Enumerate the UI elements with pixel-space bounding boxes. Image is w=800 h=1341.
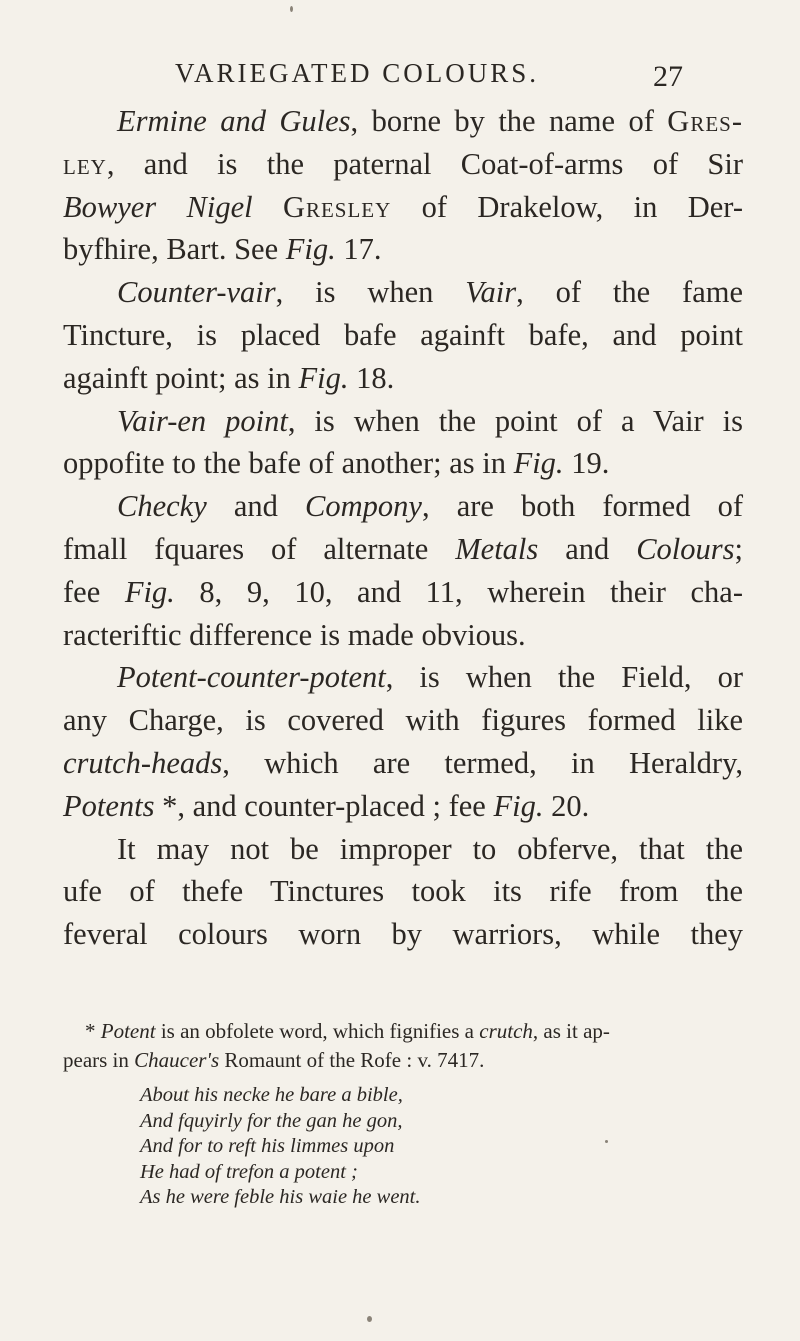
text-line: [63, 100, 743, 143]
text-line: [63, 742, 743, 785]
fig-ref: Fig.: [285, 232, 336, 267]
term-ermine-and-gules: Ermine and Gules: [117, 104, 351, 138]
text-line: [63, 699, 743, 742]
text-span: It may not be improper to obferve, that the: [117, 831, 743, 866]
name-gresley-cont: ley: [63, 146, 107, 181]
text-span: *, and counter-placed ; fee: [154, 788, 494, 823]
text-span: , is when the Field, or: [385, 660, 743, 695]
footnote-line: [63, 1017, 743, 1046]
text-line: [63, 314, 743, 357]
text-span: , is when the point of a Vair is: [287, 403, 743, 438]
paper-speck: [605, 1140, 608, 1143]
text-line: [63, 528, 743, 571]
fig-ref: Fig.: [298, 360, 349, 395]
text-span: , are both formed of: [421, 489, 743, 524]
text-span: byfhire, Bart. See: [63, 232, 286, 267]
text-span: , borne by the name of: [350, 104, 668, 138]
text-line: [63, 186, 743, 229]
term-counter-vair: Counter-vair: [117, 275, 276, 310]
footnote: [63, 1017, 743, 1075]
verse-line: As he were feble his waie he went.: [140, 1186, 421, 1209]
fig-ref: Fig.: [513, 446, 564, 481]
paper-speck: [290, 6, 293, 12]
name-bowyer-nigel: Bowyer Nigel: [63, 189, 253, 224]
running-head: VARIEGATED COLOURS.: [175, 58, 540, 88]
text-line: [63, 357, 743, 400]
text-line: [63, 143, 743, 186]
text-span: 17.: [335, 232, 382, 267]
text-span: , is when: [275, 275, 466, 310]
fig-ref: Fig.: [124, 574, 175, 609]
fig-ref: Fig.: [493, 788, 544, 823]
text-span: fee: [63, 574, 125, 609]
name-gresley: Gres-: [667, 104, 743, 138]
footnote-marker: *: [85, 1019, 101, 1043]
text-line: [63, 571, 743, 614]
term-compony: Compony: [305, 489, 422, 524]
text-line: [63, 400, 743, 443]
text-line: [63, 656, 743, 699]
term-potent: Potent: [100, 1019, 156, 1043]
text-line: [63, 785, 743, 828]
text-line: [63, 870, 743, 913]
verse-line: And for to reft his limmes upon: [140, 1135, 395, 1158]
page-number: 27: [653, 60, 683, 93]
text-span: racteriftic difference is made obvious.: [63, 617, 526, 652]
text-span: , and is the paternal Coat-of-arms of Sir: [106, 146, 743, 181]
term-potents: Potents: [63, 788, 155, 823]
text-span: any Charge, is covered with figures formed like: [63, 703, 743, 738]
text-line: [63, 913, 743, 956]
text-span: [253, 190, 283, 224]
footnote-line: [63, 1046, 743, 1075]
text-span: 20.: [543, 788, 590, 823]
name-chaucer: Chaucer's: [134, 1048, 220, 1072]
term-vair: Vair: [465, 275, 517, 310]
verse-line: And fquyirly for the gan he gon,: [140, 1109, 403, 1132]
text-line: [63, 442, 743, 485]
term-checky: Checky: [117, 489, 207, 524]
term-crutch-heads: crutch-heads: [63, 745, 223, 780]
text-span: Romaunt of the Rofe : v. 7417.: [219, 1048, 485, 1072]
text-span: of Drakelow, in Der-: [391, 189, 743, 224]
text-line: [63, 485, 743, 528]
name-gresley: Gresley: [282, 189, 392, 224]
text-span: , as it ap-: [532, 1019, 610, 1043]
verse-line: He had of trefon a potent ;: [140, 1160, 358, 1183]
term-colours: Colours: [636, 531, 735, 566]
body-text: [63, 100, 743, 956]
text-line: [63, 828, 743, 871]
text-span: ;: [734, 531, 743, 566]
term-crutch: crutch: [479, 1019, 533, 1043]
text-span: , which are termed, in Heraldry,: [222, 745, 743, 780]
text-span: againft point; as in: [63, 360, 299, 395]
text-span: 18.: [348, 360, 395, 395]
page-header: [0, 58, 800, 98]
text-span: 19.: [563, 446, 610, 481]
text-span: 8, 9, 10, and 11, wherein their cha-: [174, 574, 744, 609]
text-span: , of the fame: [516, 275, 743, 310]
term-vair-en-point: Vair-en point: [117, 403, 288, 438]
text-line: [63, 228, 743, 271]
text-span: is an obfolete word, which fignifies a: [155, 1019, 480, 1043]
text-span: and: [538, 531, 637, 566]
text-line: [63, 614, 743, 657]
paper-speck: [367, 1316, 372, 1322]
text-span: oppofite to the bafe of another; as in: [63, 446, 514, 481]
text-span: ufe of thefe Tinctures took its rife from the: [63, 874, 743, 909]
verse-line: About his necke he bare a bible,: [140, 1084, 403, 1106]
term-potent-counter-potent: Potent-counter-potent: [117, 660, 386, 695]
text-span: fmall fquares of alternate: [63, 531, 456, 566]
text-span: feveral colours worn by warriors, while they: [63, 917, 743, 952]
text-span: and: [206, 489, 306, 524]
text-span: Tincture, is placed bafe againft bafe, and point: [63, 317, 743, 352]
text-span: pears in: [63, 1048, 135, 1072]
text-line: [63, 271, 743, 314]
verse-quotation: [140, 1083, 700, 1211]
term-metals: Metals: [455, 531, 539, 566]
